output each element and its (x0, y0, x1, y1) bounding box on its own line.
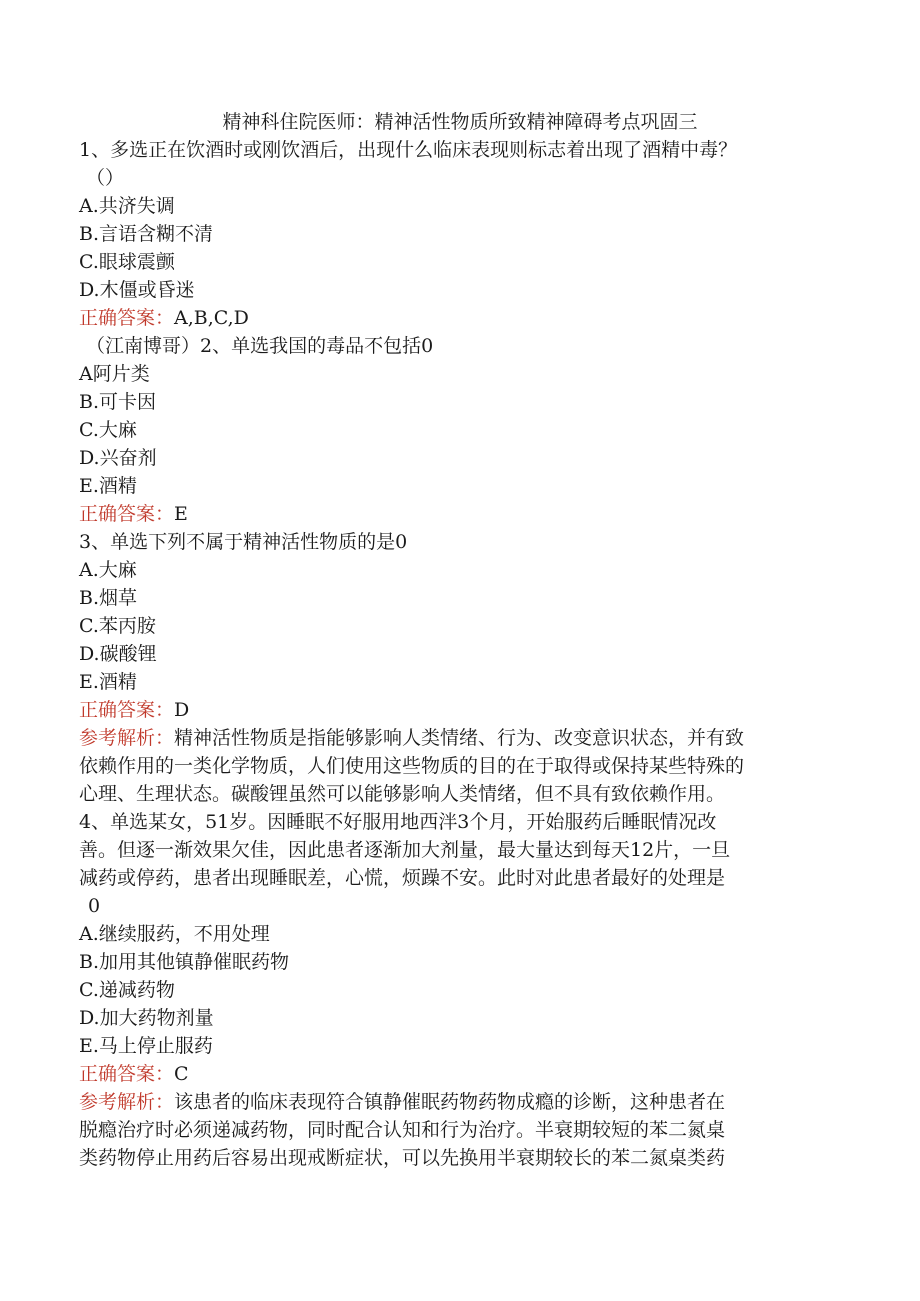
q4-stem-line-3: 减药或停药，患者出现睡眠差，心慌，烦躁不安。此时对此患者最好的处理是 (79, 867, 726, 889)
q2-answer: E (174, 503, 188, 525)
q1-answer: A,B,C,D (174, 307, 249, 329)
q1-answer-label: 正确答案： (79, 307, 175, 329)
q4-option-d: D.加大药物剂量 (79, 1007, 214, 1029)
q2-option-e: E.酒精 (79, 475, 137, 497)
q2-answer-row (79, 500, 188, 528)
document-title: 精神科住院医师：精神活性物质所致精神障碍考点巩固三 (222, 111, 698, 133)
q3-answer-label: 正确答案： (79, 699, 175, 721)
q3-analysis-line-3: 心理、生理状态。碳酸锂虽然可以能够影响人类情绪，但不具有致依赖作用。 (79, 783, 726, 805)
q3-option-d: D.碳酸锂 (79, 643, 157, 665)
q4-stem-line-1: 4、单选某女，51岁。因睡眠不好服用地西泮3个月，开始服药后睡眠情况改 (79, 811, 717, 833)
q1-option-c: C.眼球震颤 (79, 251, 175, 273)
q4-answer-label: 正确答案： (79, 1063, 175, 1085)
q3-answer: D (174, 699, 190, 721)
q4-answer-row (79, 1060, 189, 1088)
q4-option-b: B.加用其他镇静催眠药物 (79, 951, 290, 973)
q2-option-b: B.可卡因 (79, 391, 157, 413)
q3-option-a: A.大麻 (79, 559, 137, 581)
q4-analysis-label: 参考解析： (79, 1091, 175, 1113)
q2-option-a: A阿片类 (79, 363, 150, 385)
q4-answer: C (174, 1063, 189, 1085)
q1-option-d: D.木僵或昏迷 (79, 279, 195, 301)
q4-option-c: C.递减药物 (79, 979, 175, 1001)
q4-option-a: A.继续服药，不用处理 (79, 923, 270, 945)
q3-stem: 3、单选下列不属于精神活性物质的是0 (79, 531, 408, 553)
q3-analysis-text-1: 精神活性物质是指能够影响人类情绪、行为、改变意识状态，并有致 (174, 727, 745, 749)
q4-analysis-line-3: 类药物停止用药后容易出现戒断症状，可以先换用半衰期较长的苯二氮桌类药 (79, 1147, 726, 1169)
q2-stem: （江南博哥）2、单选我国的毒品不包括0 (86, 335, 434, 357)
q2-option-c: C.大麻 (79, 419, 137, 441)
q4-analysis-line-1 (79, 1088, 725, 1116)
q4-stem-line-2: 善。但逐一渐效果欠佳，因此患者逐渐加大剂量，最大量达到每天12片，一旦 (79, 839, 731, 861)
q2-answer-label: 正确答案： (79, 503, 175, 525)
q3-analysis-line-1 (79, 724, 744, 752)
q4-option-e: E.马上停止服药 (79, 1035, 213, 1057)
q3-answer-row (79, 696, 189, 724)
q1-option-a: A.共济失调 (79, 195, 175, 217)
q3-option-e: E.酒精 (79, 671, 137, 693)
q1-stem: 1、多选正在饮酒时或刚饮酒后，出现什么临床表现则标志着出现了酒精中毒？ (79, 139, 738, 161)
q1-option-b: B.言语含糊不清 (79, 223, 214, 245)
q1-stem-cont: （） (86, 167, 125, 189)
q4-analysis-line-2: 脱瘾治疗时必须递减药物，同时配合认知和行为治疗。半衰期较短的苯二氮桌 (79, 1119, 726, 1141)
q3-option-b: B.烟草 (79, 587, 138, 609)
q1-answer-row (79, 304, 249, 332)
q4-stem-line-4: 0 (88, 895, 101, 917)
q4-analysis-text-1: 该患者的临床表现符合镇静催眠药物药物成瘾的诊断，这种患者在 (174, 1091, 726, 1113)
q3-option-c: C.苯丙胺 (79, 615, 156, 637)
q3-analysis-line-2: 依赖作用的一类化学物质，人们使用这些物质的目的在于取得或保持某些特殊的 (79, 755, 745, 777)
q2-option-d: D.兴奋剂 (79, 447, 157, 469)
q3-analysis-label: 参考解析： (79, 727, 175, 749)
